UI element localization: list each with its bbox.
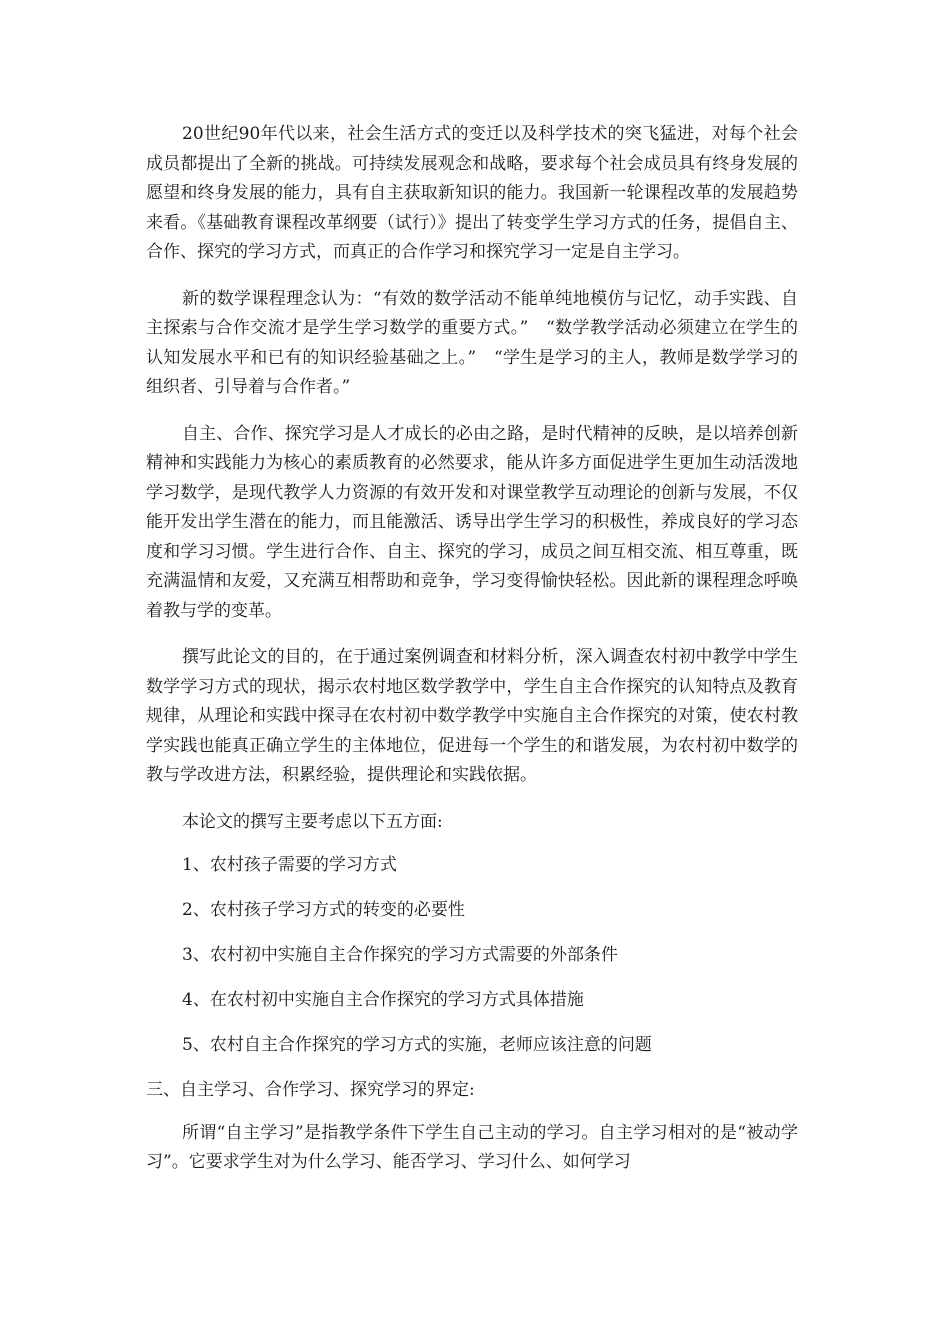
list-item: 4、在农村初中实施自主合作探究的学习方式具体措施 <box>182 989 584 1010</box>
paragraph-learning-significance: 自主、合作、探究学习是人才成长的必由之路，是时代精神的反映，是以培养创新精神和实践能力为核心的素质教育的必然要求，能从许多方面促进学生更加生动活泼地学习数学，是现代教学人力资源的有效开发和对课堂教学互动理论的创新与发展，不仅能开发出学生潜在的能力，而且能激活、诱导出学生学习的积极性，养成良好的学习态度和学习习惯。学生进行合作、自主、探究的学习，成员之间互相交流、相互尊重，既充满温情和友爱，又充满互相帮助和竞争，学习变得愉快轻松。因此新的课程理念呼唤着教与学的变革。 <box>146 423 798 621</box>
aspect-list <box>146 851 798 1060</box>
paragraph-intro: 20世纪90年代以来，社会生活方式的变迁以及科学技术的突飞猛进，对每个社会成员都提出了全新的挑战。可持续发展观念和战略，要求每个社会成员具有终身发展的愿望和终身发展的能力，具有自主获取新知识的能力。我国新一轮课程改革的发展趋势来看。《基础教育课程改革纲要（试行）》提出了转变学生学习方式的任务，提倡自主、合作、探究的学习方式，而真正的合作学习和探究学习一定是自主学习。 <box>146 124 798 262</box>
list-intro: 本论文的撰写主要考虑以下五方面: <box>182 811 443 832</box>
paragraph-thesis-purpose: 撰写此论文的目的，在于通过案例调查和材料分析，深入调查农村初中教学中学生数学学习方式的现状，揭示农村地区数学教学中，学生自主合作探究的认知特点及教育规律，从理论和实践中探寻在农村初中数学教学中实施自主合作探究的对策，使农村教学实践也能真正确立学生的主体地位，促进每一个学生的和谐发展，为农村初中数学的教与学改进方法，积累经验，提供理论和实践依据。 <box>146 647 798 785</box>
list-item: 5、农村自主合作探究的学习方式的实施，老师应该注意的问题 <box>182 1034 652 1055</box>
document-body <box>146 120 798 1195</box>
paragraph-curriculum-concept: 新的数学课程理念认为：“有效的数学活动不能单纯地模仿与记忆，动手实践、自主探索与合作交流才是学生学习数学的重要方式。” “数学教学活动必须建立在学生的认知发展水平和已有的知识经验基础之上。” “学生是学习的主人，教师是数学学习的组织者、引导着与合作者。” <box>146 288 798 397</box>
list-item: 3、农村初中实施自主合作探究的学习方式需要的外部条件 <box>182 944 618 965</box>
list-item: 2、农村孩子学习方式的转变的必要性 <box>182 899 465 920</box>
paragraph-autonomous-learning: 所谓“自主学习”是指教学条件下学生自己主动的学习。自主学习相对的是“被动学习”。它要求学生对为什么学习、能否学习、学习什么、如何学习 <box>146 1122 798 1172</box>
section-heading: 三、自主学习、合作学习、探究学习的界定: <box>146 1079 475 1100</box>
list-item: 1、农村孩子需要的学习方式 <box>182 854 397 875</box>
